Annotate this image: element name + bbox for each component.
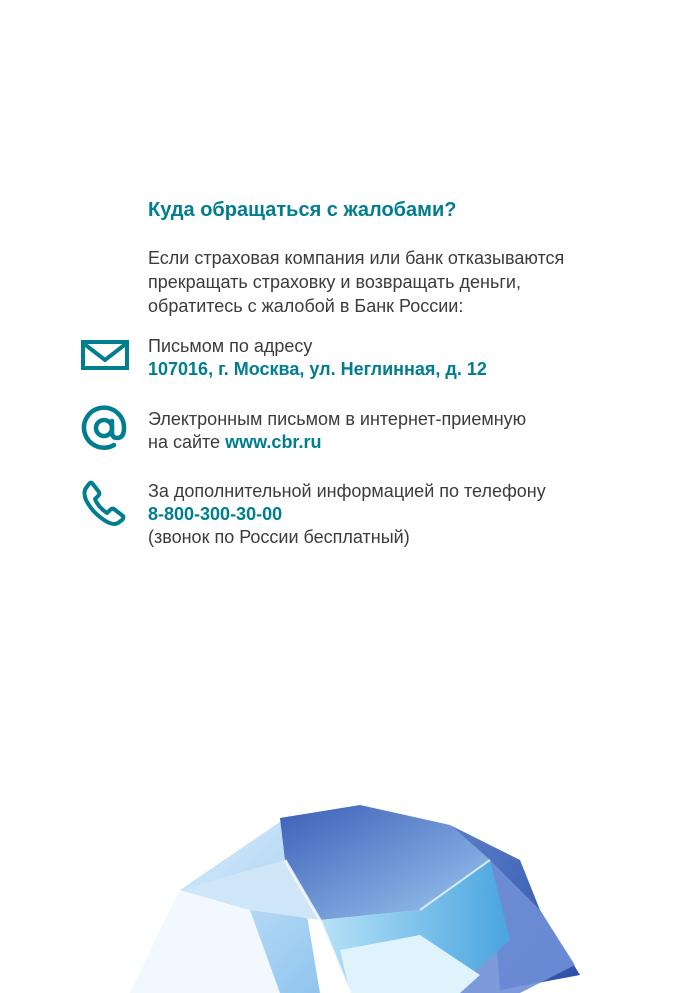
phone-contact (148, 480, 668, 549)
mail-label: Письмом по адресу (148, 336, 313, 356)
mail-contact (148, 335, 668, 381)
complaints-section (148, 196, 668, 318)
intro-text (148, 246, 668, 318)
email-contact (148, 408, 668, 454)
intro-line: обратитесь с жалобой в Банк России: (148, 296, 464, 316)
phone-icon (82, 480, 126, 526)
website-link[interactable]: www.cbr.ru (225, 432, 322, 452)
at-sign-icon (81, 405, 127, 451)
intro-line: прекращать страховку и возвращать деньги, (148, 272, 521, 292)
phone-note: (звонок по России бесплатный) (148, 527, 410, 547)
phone-number[interactable]: 8-800-300-30-00 (148, 504, 283, 524)
postal-address: 107016, г. Москва, ул. Неглинная, д. 12 (148, 359, 487, 379)
crystal-illustration (120, 800, 590, 993)
section-heading: Куда обращаться с жалобами? (148, 199, 457, 221)
phone-label: За дополнительной информацией по телефону (148, 481, 546, 501)
website-prefix: на сайте (148, 432, 221, 452)
envelope-icon (81, 340, 129, 370)
email-website-line (148, 431, 668, 454)
email-label: Электронным письмом в интернет-приемную (148, 409, 527, 429)
intro-line: Если страховая компания или банк отказываются (148, 248, 565, 268)
